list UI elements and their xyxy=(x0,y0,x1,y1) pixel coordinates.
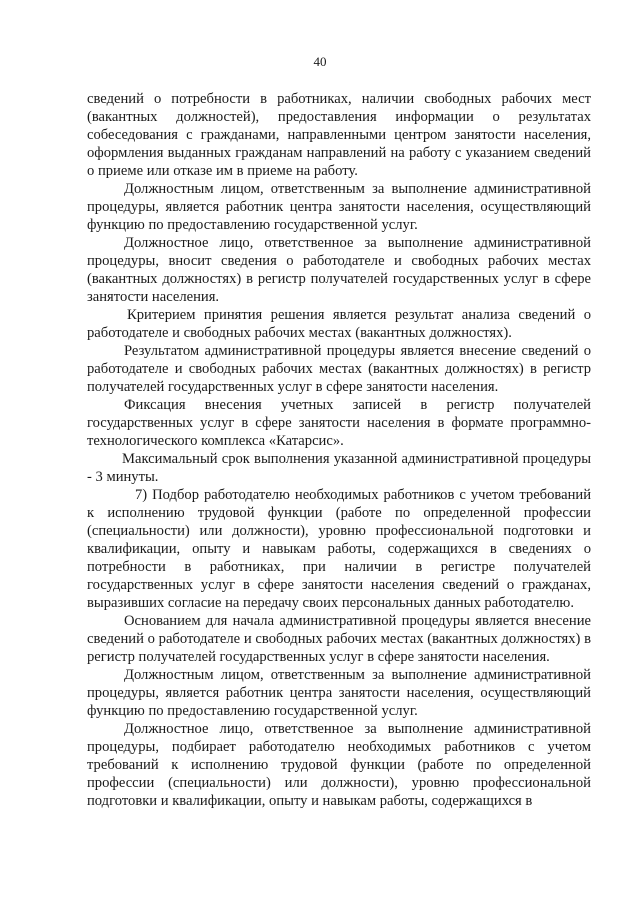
paragraph-10: Должностным лицом, ответственным за выполнение административной процедуры, является работник центра занятости населения, осуществляющий функцию по предоставлению государственной услуг. xyxy=(87,667,591,719)
paragraph-3: Должностное лицо, ответственное за выполнение административной процедуры, вносит сведения о работодателе и свободных рабочих местах (вакантных должностях) в регистр получателей государственных услуг в сфере занятости населения. xyxy=(87,235,591,305)
paragraph-8: 7) Подбор работодателю необходимых работников с учетом требований к исполнению трудовой функции (работе по определенной профессии (специальности) или должности), уровню профессиональной подготовки и квалификации, опыту и навыкам работы, содержащихся в сведениях о потребности в работниках, при наличии в регистре получателей государственных услуг в сфере занятости населения сведений о гражданах, выразивших согласие на передачу своих персональных данных работодателю. xyxy=(87,487,591,611)
paragraph-6: Фиксация внесения учетных записей в регистр получателей государственных услуг в сфере занятости населения в формате программно-технологического комплекса «Катарсис». xyxy=(87,397,591,449)
paragraph-11: Должностное лицо, ответственное за выполнение административной процедуры, подбирает работодателю необходимых работников с учетом требований к исполнению трудовой функции (работе по определенной профессии (специальности) или должности), уровню профессиональной подготовки и квалификации, опыту и навыкам работы, содержащихся в xyxy=(87,721,591,809)
document-body xyxy=(87,90,591,810)
paragraph-4: Критерием принятия решения является результат анализа сведений о работодателе и свободных рабочих местах (вакантных должностях). xyxy=(87,307,591,341)
paragraph-9: Основанием для начала административной процедуры является внесение сведений о работодателе и свободных рабочих местах (вакантных должностях) в регистр получателей государственных услуг в сфере занятости населения. xyxy=(87,613,591,665)
paragraph-5: Результатом административной процедуры является внесение сведений о работодателе и свободных рабочих местах (вакантных должностях) в регистр получателей государственных услуг в сфере занятости населения. xyxy=(87,343,591,395)
paragraph-1: сведений о потребности в работниках, наличии свободных рабочих мест (вакантных должностей), предоставления информации о результатах собеседования с гражданами, направленными центром занятости населения, оформления выданных гражданам направлений на работу с указанием сведений о приеме или отказе им в приеме на работу. xyxy=(87,91,591,179)
paragraph-7: Максимальный срок выполнения указанной административной процедуры - 3 минуты. xyxy=(87,451,591,485)
page-number: 40 xyxy=(313,54,327,69)
paragraph-2: Должностным лицом, ответственным за выполнение административной процедуры, является работник центра занятости населения, осуществляющий функцию по предоставлению государственной услуг. xyxy=(87,181,591,233)
